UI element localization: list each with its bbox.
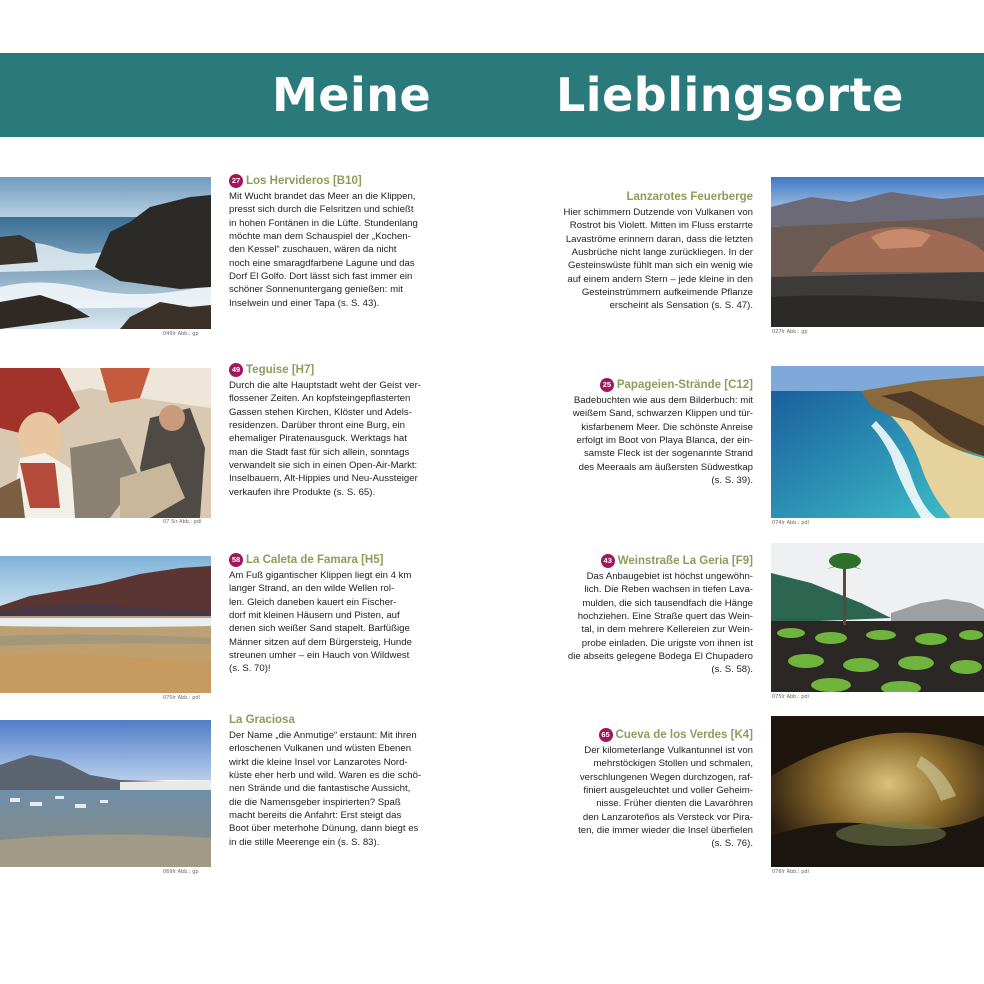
- entry-los-hervideros: [229, 173, 444, 310]
- text-line: Inselbauern, Alt-Hippies und Neu-Aussteiger: [229, 473, 418, 485]
- entry-cueva-de-los-verdes: [535, 727, 753, 851]
- entry-text: [535, 206, 753, 313]
- text-line: hochziehen. Eine Straße quert das Wein-: [577, 611, 753, 623]
- text-line: wirkt die kleine Insel vor Lanzarotes Nord-: [229, 756, 408, 768]
- text-line: Mit Wucht brandet das Meer an die Klippen,: [229, 191, 416, 202]
- entry-name: Lanzarotes Feuerberge: [626, 191, 753, 203]
- text-line: residenzen. Darüber thront eine Burg, ein: [229, 420, 405, 432]
- entry-title: [535, 189, 753, 205]
- text-line: den Kessel“ zuschauen, wären da nicht: [229, 244, 397, 256]
- map-ref: [H7]: [291, 364, 315, 376]
- entry-number-badge: 49: [229, 363, 243, 377]
- map-ref: [C12]: [724, 379, 753, 391]
- photo-lanzarotes-feuerberge: [771, 177, 984, 327]
- entry-number-badge: 43: [601, 554, 615, 568]
- text-line: man die Stadt fast für sich allein, sonntags: [229, 446, 410, 458]
- text-line: Am Fuß gigantischer Klippen liegt ein 4 km: [229, 570, 412, 581]
- photo-credit: 070lr Abb.: pdl: [163, 695, 200, 701]
- text-line: dorf mit kleinen Häusern und Pisten, auf: [229, 610, 400, 622]
- entry-number-badge: 27: [229, 174, 243, 188]
- photo-la-caleta-de-famara: [0, 556, 211, 693]
- header-word-meine: Meine: [272, 68, 432, 122]
- photo-credit: 076lr Abb.: pdl: [772, 869, 809, 875]
- text-line: erfolgt im Boot von Playa Blanca, der ein-: [576, 435, 753, 447]
- map-ref: [B10]: [332, 175, 362, 187]
- text-line: erscheint als Sensation (s. S. 47).: [609, 300, 753, 312]
- map-ref: [H5]: [361, 554, 384, 566]
- entry-title: [535, 727, 753, 743]
- entry-la-caleta-de-famara: [229, 552, 444, 676]
- text-line: weißem Sand, schwarzen Klippen und tür-: [572, 408, 753, 420]
- entry-text: [229, 569, 444, 676]
- entry-text: [535, 394, 753, 487]
- text-line: denen sich weißer Sand stapelt. Barfüßige: [229, 623, 410, 635]
- text-line: schöner Sonnenuntergang genießen: mit: [229, 284, 403, 296]
- text-line: erloschenen Vulkanen und wüsten Ebenen: [229, 743, 412, 755]
- text-line: die die Namensgeber inspirierten? Spaß: [229, 796, 401, 808]
- text-line: des Meeraals am äußersten Südwestkap: [578, 461, 753, 473]
- text-line: tal, in dem mehrere Kellereien zur Wein-: [581, 624, 753, 636]
- entry-text: [535, 744, 753, 851]
- photo-credit: 069lr Abb.: gp: [163, 869, 199, 875]
- text-line: ten, die immer wieder die Insel überfielen: [578, 825, 753, 837]
- text-line: (s. S. 70)!: [229, 663, 271, 675]
- entry-text: [229, 190, 444, 310]
- text-line: Dorf El Golfo. Dort lässt sich fast immer ein: [229, 271, 413, 283]
- entry-text: [229, 379, 444, 499]
- text-line: nen Strände und die fantastische Aussicht,: [229, 783, 411, 795]
- entry-number-badge: 65: [599, 728, 613, 742]
- text-line: samste Fleck ist der sogenannte Strand: [583, 448, 753, 460]
- text-line: Gesteinswüste fühlt man sich ein wenig wie: [567, 260, 753, 272]
- photo-la-graciosa: [0, 720, 211, 867]
- text-line: küste eher herb und wild. Waren es die schö-: [229, 770, 422, 782]
- entry-name: La Caleta de Famara: [246, 554, 358, 566]
- text-line: langer Strand, an den wilde Wellen rol-: [229, 583, 395, 595]
- entry-name: Papageien-Strände: [616, 379, 722, 391]
- photo-credit: 074lr Abb.: pdl: [772, 520, 809, 526]
- photo-papageien-straende: [771, 366, 984, 518]
- text-line: (s. S. 58).: [711, 664, 753, 676]
- entry-title: [229, 712, 444, 728]
- text-line: auf einem andern Stern – jede kleine in den: [567, 273, 753, 285]
- text-line: Gesteinstrümmern aufkeimende Pflanze: [581, 287, 753, 299]
- text-line: len. Gleich daneben kauert ein Fischer-: [229, 596, 397, 608]
- entry-text: [229, 729, 444, 849]
- photo-cueva-de-los-verdes: [771, 716, 984, 867]
- text-line: presst sich durch die Felsritzen und schießt: [229, 204, 414, 216]
- entry-name: Cueva de los Verdes: [615, 729, 728, 741]
- entry-weinstrasse-la-geria: [535, 553, 753, 677]
- entry-number-badge: 25: [600, 378, 614, 392]
- photo-credit: 075lr Abb.: pdl: [772, 694, 809, 700]
- text-line: Hier schimmern Dutzende von Vulkanen von: [563, 207, 753, 218]
- text-line: verkaufen ihre Produkte (s. S. 65).: [229, 486, 376, 498]
- text-line: nisse. Früher dienten die Lavaröhren: [596, 798, 753, 810]
- photo-credit: 027lr Abb.: gp: [772, 329, 808, 335]
- entry-name: La Graciosa: [229, 714, 295, 726]
- text-line: finiert ausgeleuchtet und voller Geheim-: [583, 785, 753, 797]
- text-line: mehrstöckigen Stollen und schmalen,: [593, 758, 753, 770]
- entry-title: [535, 553, 753, 569]
- entry-name: Weinstraße La Geria: [617, 555, 729, 567]
- photo-credit: 049lr Abb.: gp: [163, 331, 199, 337]
- text-line: den Lanzaroteños als Versteck vor Pira-: [582, 811, 753, 823]
- entry-name: Los Hervideros: [246, 175, 330, 187]
- text-line: verwandelt sie sich in einen Open-Air-Markt:: [229, 460, 418, 472]
- map-ref: [F9]: [731, 555, 753, 567]
- entry-la-graciosa: [229, 712, 444, 849]
- entry-number-badge: 58: [229, 553, 243, 567]
- text-line: noch eine smaragdfarbene Lagune und das: [229, 257, 415, 269]
- entry-title: [229, 173, 444, 189]
- text-line: Männer sitzen auf dem Bürgersteig, Hunde: [229, 636, 412, 648]
- text-line: Ausbrüche nicht lange zurückliegen. In der: [571, 247, 753, 259]
- photo-los-hervideros: [0, 177, 211, 329]
- entry-title: [535, 377, 753, 393]
- header-banner: [0, 53, 984, 137]
- entry-title: [229, 362, 444, 378]
- header-word-lieblingsorte: Lieblingsorte: [556, 68, 904, 122]
- map-ref: [K4]: [730, 729, 753, 741]
- text-line: macht bereits die Anfahrt: Erst steigt das: [229, 810, 402, 822]
- text-line: die abseits gelegene Bodega El Chupadero: [567, 651, 753, 663]
- photo-teguise: [0, 368, 211, 518]
- text-line: mulden, die sich tausendfach die Hänge: [582, 597, 753, 609]
- text-line: Das Anbaugebiet ist höchst ungewöhn-: [586, 571, 753, 582]
- text-line: Badebuchten wie aus dem Bilderbuch: mit: [573, 395, 753, 406]
- text-line: Rostrot bis Violett. Mitten im Fluss erstarrte: [569, 220, 753, 232]
- text-line: ehemaliger Piratenausguck. Werktags hat: [229, 433, 407, 445]
- text-line: möchte man dem Schauspiel der „Kochen-: [229, 231, 411, 243]
- text-line: streunen umher – ein Hauch von Wildwest: [229, 650, 410, 662]
- text-line: Boot über meterhohe Dünung, dann biegt es: [229, 823, 419, 835]
- text-line: probe einladen. Die urigste von ihnen ist: [581, 637, 753, 649]
- text-line: Der kilometerlange Vulkantunnel ist von: [584, 745, 753, 756]
- entry-text: [535, 570, 753, 677]
- text-line: Durch die alte Hauptstadt weht der Geist ver-: [229, 380, 421, 391]
- text-line: Inselwein und einer Tapa (s. S. 43).: [229, 297, 380, 309]
- entry-title: [229, 552, 444, 568]
- text-line: flossener Zeiten. An kopfsteingepflasterten: [229, 393, 411, 405]
- text-line: verschlungenen Wegen durchzogen, raf-: [579, 771, 753, 783]
- entry-teguise: [229, 362, 444, 499]
- text-line: Der Name „die Anmutige“ erstaunt: Mit ihren: [229, 730, 417, 741]
- text-line: Gassen stehen Kirchen, Klöster und Adels-: [229, 406, 412, 418]
- text-line: Lavaströme erinnern daran, dass die letzten: [565, 233, 753, 245]
- entry-lanzarotes-feuerberge: [535, 189, 753, 313]
- text-line: in hohen Fontänen in die Lüfte. Stundenlang: [229, 217, 418, 229]
- text-line: in die stille Meerenge ein (s. S. 83).: [229, 836, 380, 848]
- text-line: (s. S. 39).: [711, 475, 753, 487]
- text-line: (s. S. 76).: [711, 838, 753, 850]
- text-line: lich. Die Reben wachsen in tiefen Lava-: [584, 584, 753, 596]
- entry-name: Teguise: [246, 364, 289, 376]
- photo-credit: 07 Sir Abb.: pdl: [163, 519, 202, 525]
- text-line: kisfarbenem Meer. Die schönste Anreise: [581, 421, 753, 433]
- photo-weinstrasse-la-geria: [771, 543, 984, 692]
- entry-papageien-straende: [535, 377, 753, 487]
